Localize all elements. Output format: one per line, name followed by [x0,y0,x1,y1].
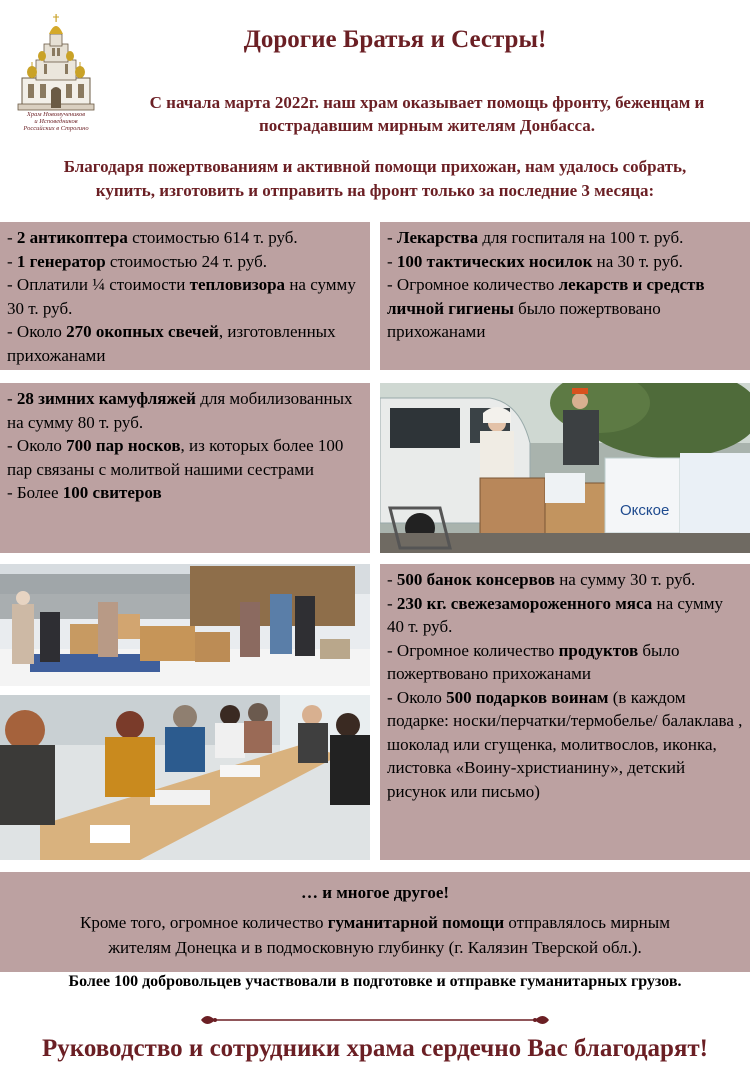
list-item: - Около 500 подарков воинам (в каждом подарке: носки/перчатки/термобелье/ балаклава , шоколад или сгущенка, молитвослов, иконка, листовка «Воину-христианину», детский рисунок или письмо) [387,687,743,801]
logo-caption-line: Храм Новомучеников [26,111,86,118]
list-item: - 1 генератор стоимостью 24 т. руб. [7,251,267,271]
product-label: Окское [620,502,670,519]
box-food-gifts [380,564,750,860]
list-item: - Около 700 пар носков, из которых более 100 пар связаны с молитвой нашими сестрами [7,436,344,479]
box-medicine [380,222,750,370]
box-clothing [0,383,370,553]
divider-ornament [195,1008,555,1032]
logo-caption [8,111,104,132]
logo-caption-line: Российских в Строгино [23,125,89,132]
logo-caption-line: и Исповедников [34,118,78,125]
list-item: - Оплатили ¼ стоимости тепловизора на сумму 30 т. руб. [7,275,356,318]
list-item: - 100 тактических носилок на 30 т. руб. [387,251,683,271]
photo-women-table [0,695,370,860]
box-equipment [0,222,370,370]
list-item: - Лекарства для госпиталя на 100 т. руб. [387,228,684,247]
summary-band [0,872,750,972]
more-text: … и многое другое! [300,883,450,902]
subheading [0,155,750,203]
list-item: - 2 антикоптера стоимостью 614 т. руб. [7,228,298,247]
volunteers-text: Более 100 добровольцев участвовали в подготовке и отправке гуманитарных грузов. [68,973,682,990]
humanitarian-text [0,910,750,960]
list-item: - Огромное количество лекарств и средств личной гигиены было пожертвовано прихожанами [387,275,705,341]
humanitarian-line: жителям Донецка и в подмосковную глубинку (г. Калязин Тверской обл.). [108,938,642,957]
intro-text: С начала марта 2022г. наш храм оказывает помощь фронту, беженцам и пострадавшим мирным жителям Донбасса. [149,93,705,135]
list-item: - 500 банок консервов на сумму 30 т. руб. [387,570,696,589]
list-item: - 230 кг. свежезамороженного мяса на сумму 40 т. руб. [387,593,723,636]
subheading-line: Благодаря пожертвованиям и активной помощи прихожан, нам удалось собрать, [63,157,687,176]
list-item: - Более 100 свитеров [7,483,162,502]
photo-yard-sorting [0,564,370,686]
list-item: - Около 270 окопных свечей, изготовленных прихожанами [7,322,336,365]
list-item: - 28 зимних камуфляжей для мобилизованных на сумму 80 т. руб. [7,389,353,432]
humanitarian-line: Кроме того, огромное количество гуманитарной помощи отправлялось мирным [80,913,670,932]
list-item: - Огромное количество продуктов было пожертвовано прихожанами [387,640,680,683]
subheading-line: купить, изготовить и отправить на фронт только за последние 3 месяца: [95,181,655,200]
thanks-text: Руководство и сотрудники храма сердечно Вас благодарят! [41,1035,709,1062]
page-title: Дорогие Братья и Сестры! [243,26,547,53]
photo-van-donations [380,383,750,553]
